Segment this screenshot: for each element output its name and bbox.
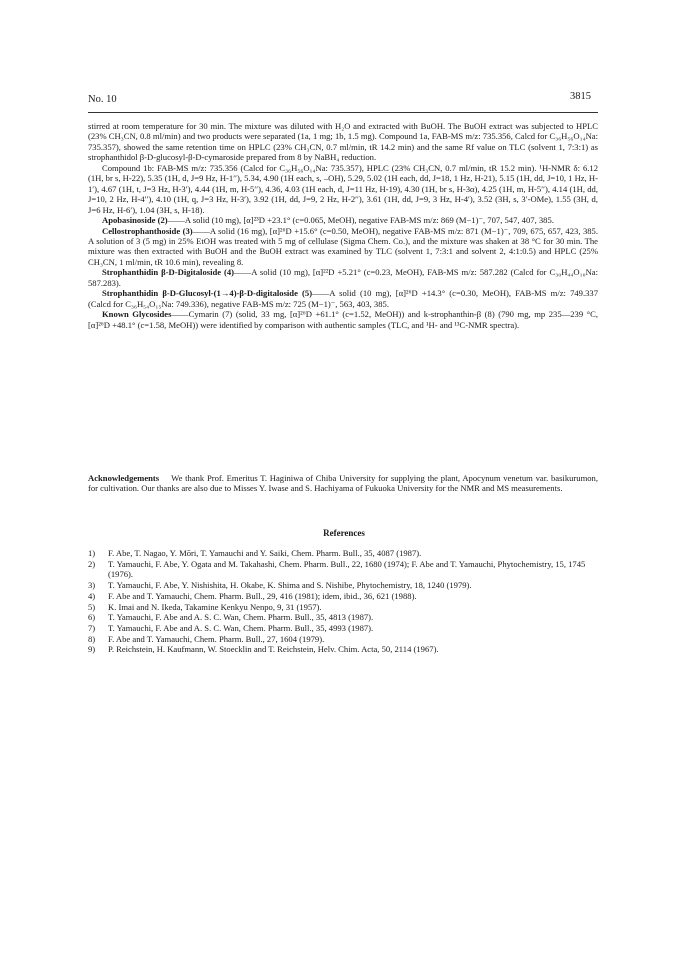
reference-text: K. Imai and N. Ikeda, Takamine Kenkyu Nenpo, 9, 31 (1957). (108, 601, 322, 612)
compound-description: ——A solid (16 mg), [α]²⁶D +15.6° (c=0.50, MeOH), negative FAB-MS m/z: 871 (M−1)⁻, 709, 675, 657, 423, 385. A solution of 3 (5 mg) in 25% EtOH was treated with 5 mg of cellulase (Sigma Chem. Co.), and the mixture was shaken at 38 °C for 30 min. The mixture was then extracted with BuOH and the BuOH extract was examined by TLC (solvent 1, 7:3:1 and solvent 2, 4:1:0.5) and HPLC (25% CH₃CN, 1 ml/min, tR 10.6 min), revealing 8. (88, 225, 598, 267)
reference-number: 5) (88, 601, 96, 612)
compound-title: Known Glycosides (102, 309, 172, 320)
reference-item (88, 612, 598, 623)
reference-number: 8) (88, 633, 96, 644)
reference-item (88, 644, 598, 655)
page-number: 3815 (570, 91, 591, 102)
reference-number: 9) (88, 644, 96, 655)
compound-description: ——A solid (10 mg), [α]²³D +23.1° (c=0.065, MeOH), negative FAB-MS m/z: 869 (M−1)⁻, 707, 547, 407, 385. (167, 215, 554, 226)
paragraph-glucosyl-digitaloside (88, 288, 598, 309)
compound-description: ——A solid (10 mg), [α]²²D +5.21° (c=0.23, MeOH), FAB-MS m/z: 587.282 (Calcd for C₃₀H₄₄O₁₀Na: 587.283). (88, 267, 599, 288)
reference-item (88, 548, 598, 559)
compound-title: Cellostrophanthoside (3) (102, 225, 193, 236)
acknowledgements-text: We thank Prof. Emeritus T. Haginiwa of Chiba University for supplying the plant, Apocynum venetum var. basikurumon, for cultivation. Our thanks are also due to Misses Y. Iwase and S. Hachiyama of Fukuoka University for the NMR and MS measurements. (88, 473, 598, 494)
reference-item (88, 591, 598, 602)
reference-number: 4) (88, 590, 96, 601)
reference-text: F. Abe and T. Yamauchi, Chem. Pharm. Bull., 29, 416 (1981); idem, ibid., 36, 621 (1988). (108, 590, 417, 601)
paragraph-known-glycosides (88, 309, 598, 330)
paragraph-compound-1b: Compound 1b: FAB-MS m/z: 735.356 (Calcd for C₃₆H₅₆O₁₄Na: 735.357), HPLC (23% CH₃CN, 0.7 ml/min, tR 15.2 min). ¹H-NMR δ: 6.12 (1H, br s, H-22), 5.35 (1H, d, J=9 Hz, H-1′′), 5.34, 4.90 (1H each, s, –OH), 5.29, 5.02 (1H each, dd, J=18, 1 Hz, H-21), 5.15 (1H, dd, J=10, 1 Hz, H-1′), 4.67 (1H, t, J=3 Hz, H-3′), 4.44 (1H, m, H-5′′), 4.36, 4.03 (1H each, d, J=11 Hz, H-19), 4.30 (1H, br s, H-3α), 4.25 (1H, m, H-5′′), 4.14 (1H, dd, J=10, 2 Hz, H-4′′), 4.10 (1H, q, J=3 Hz, H-3′), 3.92 (1H, dd, J=9, 2 Hz, H-2′′), 3.61 (1H, dd, J=9, 3 Hz, H-4′), 3.52 (3H, s, 3′-OMe), 1.55 (3H, d, J=6 Hz, H-6′), 1.04 (3H, s, H-18). (88, 162, 598, 215)
compound-title: Strophanthidin β-D-Glucosyl-(1→4)-β-D-digitaloside (5) (102, 288, 313, 299)
issue-number: No. 10 (88, 94, 117, 105)
reference-item (88, 634, 598, 645)
reference-item (88, 559, 598, 580)
paragraph-continuation: stirred at room temperature for 30 min. The mixture was diluted with H₂O and extracted with BuOH. The BuOH extract was subjected to HPLC (23% CH₃CN, 0.8 ml/min) and two products were separated (1a, 1 mg; 1b, 1.5 mg). Compound 1a, FAB-MS m/z: 735.356, Calcd for C₃₆H₅₆O₁₄Na: 735.357), showed the same retention time on HPLC (23% CH₃CN, 0.7 ml/min, tR 14.2 min) and the same Rf value on TLC (solvent 1, 7:3:1) as strophanthidol β-D-glucosyl-β-D-cymaroside prepared from 8 by NaBH₄ reduction. (88, 121, 598, 163)
reference-text: T. Yamauchi, F. Abe and A. S. C. Wan, Chem. Pharm. Bull., 35, 4813 (1987). (108, 612, 374, 623)
reference-item (88, 623, 598, 634)
experimental-text (88, 121, 598, 330)
reference-text: F. Abe and T. Yamauchi, Chem. Pharm. Bull., 27, 1604 (1979). (108, 633, 325, 644)
reference-item (88, 580, 598, 591)
paragraph-cellostrophanthoside (88, 226, 598, 268)
compound-title: Strophanthidin β-D-Digitaloside (4) (102, 267, 235, 278)
reference-text: T. Yamauchi, F. Abe and A. S. C. Wan, Chem. Pharm. Bull., 35, 4993 (1987). (108, 622, 374, 633)
reference-number: 6) (88, 612, 96, 623)
paragraph-digitaloside (88, 267, 598, 288)
paragraph-apobasinoside (88, 215, 598, 225)
reference-text: T. Yamauchi, F. Abe, Y. Nishishita, H. Okabe, K. Shima and S. Nishibe, Phytochemistry, 18, 1240 (1979). (108, 580, 472, 591)
reference-text: T. Yamauchi, F. Abe, Y. Ogata and M. Takahashi, Chem. Pharm. Bull., 22, 1680 (1974); F. Abe and T. Yamauchi, Phytochemistry, 15, 1745 (1976). (108, 558, 586, 580)
header-rule (88, 112, 598, 113)
reference-number: 2) (88, 558, 96, 569)
reference-number: 7) (88, 622, 96, 633)
compound-description: ——Cymarin (7) (solid, 33 mg, [α]²⁶D +61.1° (c=1.52, MeOH)) and k-strophanthin-β (8) (790 mg, mp 235—239 °C, [α]²⁶D +48.1° (c=1.58, MeOH)) were identified by comparison with authentic samples (TLC, and ¹H- and ¹³C-NMR spectra). (88, 309, 598, 330)
acknowledgements (88, 473, 598, 494)
compound-description: ——A solid (10 mg), [α]²⁶D +14.3° (c=0.30, MeOH), FAB-MS m/z: 749.337 (Calcd for C₃₆H₅₄O₁₅Na: 749.336), negative FAB-MS m/z: 725 (M−1)⁻, 563, 403, 385. (88, 288, 599, 309)
acknowledgements-label: Acknowledgements (88, 473, 160, 483)
reference-text: F. Abe, T. Nagao, Y. Mōri, T. Yamauchi and Y. Saiki, Chem. Pharm. Bull., 35, 4087 (1987). (108, 548, 422, 558)
reference-item (88, 602, 598, 613)
compound-title: Apobasinoside (2) (102, 215, 168, 226)
reference-text: P. Reichstein, H. Kaufmann, W. Stoecklin and T. Reichstein, Helv. Chim. Acta, 50, 2114 (1967). (108, 644, 439, 655)
references-list (88, 548, 598, 655)
reference-number: 3) (88, 580, 96, 591)
reference-number: 1) (88, 548, 96, 558)
references-heading: References (323, 528, 365, 538)
